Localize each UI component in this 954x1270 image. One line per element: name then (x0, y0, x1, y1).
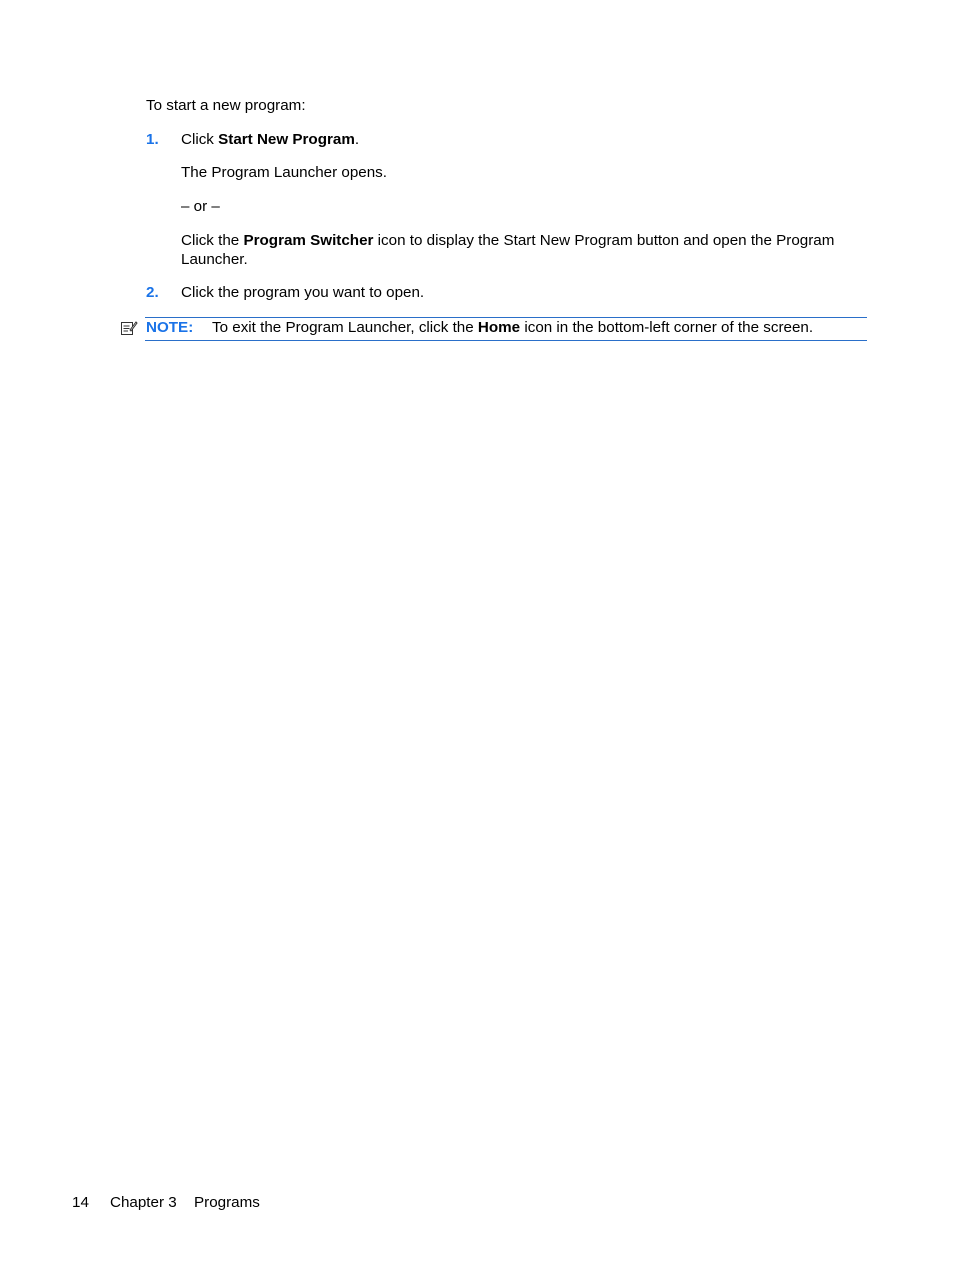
footer-chapter: Chapter 3 (110, 1194, 177, 1211)
note-text (212, 318, 813, 337)
step-1-text (181, 130, 359, 149)
step-1-result: The Program Launcher opens. (181, 164, 387, 181)
alt-pre: Click the (181, 232, 244, 249)
alt-post: icon to display the Start New Program button and open the Program Launcher. (181, 232, 835, 268)
start-new-program-term: Start New Program (218, 131, 355, 148)
or-separator: – or – (181, 198, 220, 215)
note-post: icon in the bottom-left corner of the screen. (520, 319, 814, 336)
note-pre: To exit the Program Launcher, click the (212, 319, 478, 336)
program-switcher-term: Program Switcher (243, 232, 374, 249)
step-1-number: 1. (146, 131, 159, 148)
step-2-number: 2. (146, 284, 159, 301)
step-1-pre: Click (181, 131, 219, 148)
footer-title: Programs (194, 1194, 260, 1211)
footer-page-number: 14 (72, 1194, 89, 1211)
home-term: Home (477, 319, 521, 336)
step-1-alternative (181, 231, 871, 269)
step-2-text: Click the program you want to open. (181, 284, 425, 301)
note-bottom-rule (145, 340, 867, 341)
note-icon (120, 319, 138, 337)
intro-text: To start a new program: (146, 97, 306, 114)
note-label-text: NOTE: (146, 319, 194, 336)
note-label (146, 318, 193, 337)
step-1-post: . (354, 131, 360, 148)
